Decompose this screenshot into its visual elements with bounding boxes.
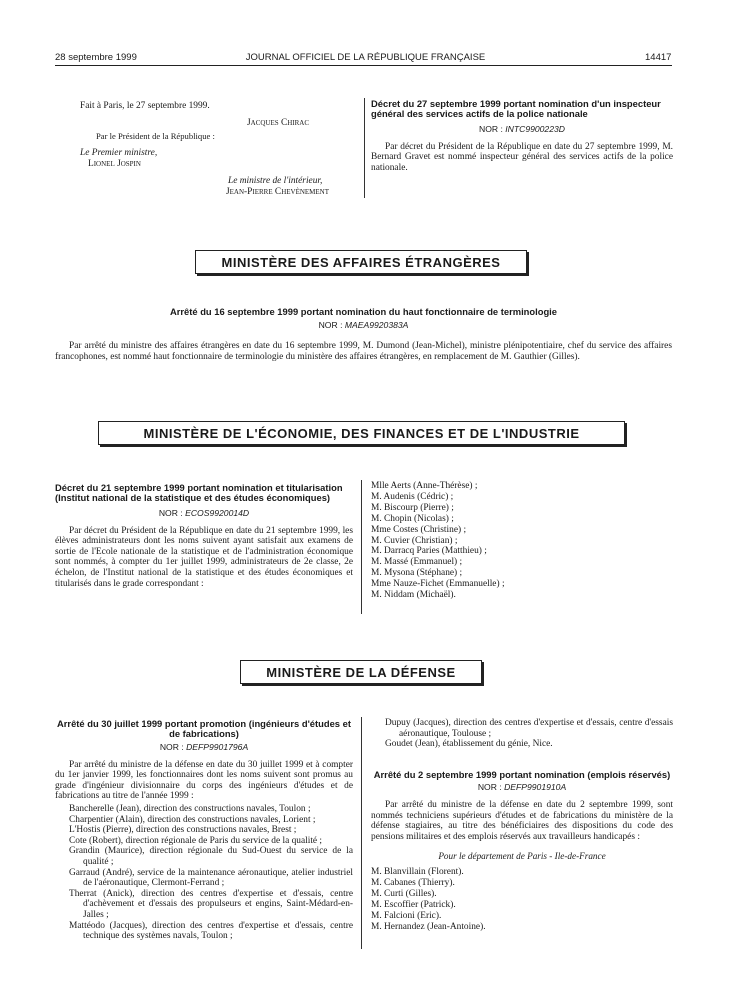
nor-code: INTC9900223D bbox=[505, 123, 565, 134]
nor-code: DEFP9901796A bbox=[186, 741, 249, 752]
signature-premier-name: Lionel Jospin bbox=[88, 159, 141, 169]
list-item: Grandin (Maurice), direction régionale du Sud-Ouest du service de la qualité ; bbox=[69, 846, 353, 867]
affaires-nor bbox=[55, 320, 672, 330]
nor-label: NOR : bbox=[159, 741, 187, 752]
list-item: Dupuy (Jacques), direction des centres d'expertise et d'essais, centre d'essais aéronautique, Toulouse ; bbox=[385, 718, 673, 739]
nor-label: NOR : bbox=[318, 320, 345, 330]
list-item: M. Massé (Emmanuel) ; bbox=[371, 557, 463, 568]
list-item: Garraud (André), service de la maintenance aéronautique, atelier industriel de l'aéronautique, Clermont-Ferrand ; bbox=[69, 867, 353, 889]
nor-code: DEFP9901910A bbox=[504, 782, 567, 793]
header-date: 28 septembre 1999 bbox=[55, 52, 137, 63]
column-divider-defense bbox=[361, 717, 362, 949]
defense-arrete2-nor bbox=[371, 782, 673, 792]
nor-code: MAEA9920383A bbox=[344, 320, 409, 330]
economie-decret bbox=[55, 483, 353, 589]
list-item: M. Niddam (Michaël). bbox=[371, 590, 456, 601]
signature-interieur-role: Le ministre de l'intérieur, bbox=[228, 176, 323, 186]
list-item: M. Blanvillain (Florent). bbox=[371, 867, 464, 878]
signature-president: Jacques Chirac bbox=[247, 118, 310, 128]
defense-arrete1-title: Arrêté du 30 juillet 1999 portant promotion (ingénieurs d'études et de fabrications) bbox=[57, 718, 351, 740]
defense-arrete2-names bbox=[371, 867, 673, 932]
heading-defense: MINISTÈRE DE LA DÉFENSE bbox=[240, 660, 482, 684]
economie-names-list bbox=[371, 481, 671, 601]
defense-right-column bbox=[371, 718, 673, 933]
economie-nor bbox=[55, 508, 353, 518]
header-journal: JOURNAL OFFICIEL DE LA RÉPUBLIQUE FRANÇAISE bbox=[245, 52, 486, 63]
defense-arrete-promotion bbox=[55, 719, 353, 942]
heading-affaires-etrangeres: MINISTÈRE DES AFFAIRES ÉTRANGÈRES bbox=[195, 250, 527, 274]
decret-inspecteur-text: Par décret du Président de la République en date du 27 septembre 1999, M. Bernard Gravet est nommé inspecteur général des services actifs de la police nationale. bbox=[371, 141, 673, 173]
defense-arrete2-text: Par arrêté du ministre de la défense en date du 2 septembre 1999, sont nommés techniciens supérieurs d'études et de fabrications du ministère de la défense stagiaires, au titre des bénéficiaires des dispositions du code des pensions militaires et des emplois réservés aux travailleurs handicapés : bbox=[371, 800, 673, 842]
list-item: M. Curti (Gilles). bbox=[371, 889, 437, 900]
heading-economie: MINISTÈRE DE L'ÉCONOMIE, DES FINANCES ET DE L'INDUSTRIE bbox=[98, 421, 625, 445]
list-item: M. Darracq Paries (Matthieu) ; bbox=[371, 546, 487, 557]
defense-arrete2-title: Arrêté du 2 septembre 1999 portant nomination (emplois réservés) bbox=[373, 768, 671, 780]
nor-label: NOR : bbox=[158, 507, 186, 518]
list-item: L'Hostis (Pierre), direction des constructions navales, Brest ; bbox=[69, 825, 297, 836]
header-rule bbox=[55, 65, 672, 66]
list-item: Charpentier (Alain), direction des constructions navales, Lorient ; bbox=[69, 814, 316, 825]
signature-fait: Fait à Paris, le 27 septembre 1999. bbox=[80, 101, 210, 111]
column-divider-top bbox=[364, 98, 365, 198]
decret-inspecteur-nor bbox=[371, 124, 673, 134]
list-item: Goudet (Jean), établissement du génie, Nice. bbox=[385, 739, 553, 750]
list-item: M. Audenis (Cédric) ; bbox=[371, 491, 454, 502]
economie-decret-title: Décret du 21 septembre 1999 portant nomination et titularisation (Institut national de la statistique et des études économiques) bbox=[55, 482, 343, 504]
list-item: M. Cabanes (Thierry). bbox=[371, 878, 455, 889]
list-item: Cote (Robert), direction régionale de Paris du service de la qualité ; bbox=[69, 835, 323, 846]
nor-label: NOR : bbox=[479, 123, 506, 134]
list-item: M. Chopin (Nicolas) ; bbox=[371, 513, 454, 524]
list-item: M. Escoffier (Patrick). bbox=[371, 900, 456, 911]
defense-arrete1-nor bbox=[55, 742, 353, 752]
list-item: M. Biscourp (Pierre) ; bbox=[371, 502, 454, 513]
list-item: Mlle Aerts (Anne-Thérèse) ; bbox=[371, 481, 478, 491]
defense-arrete1-intro: Par arrêté du ministre de la défense en date du 30 juillet 1999 et à compter du 1er janvier 1999, les fonctionnaires dont les noms suivent sont promus au grade d'ingénieur divisionnaire du corps des ingénieurs d'études et de fabrications au titre de l'année 1999 : bbox=[55, 759, 353, 802]
list-item: Therrat (Anick), direction des centres d'expertise et d'essais, centre d'achèvement et d'essais des propulseurs et engins, Saint-Médard-en-Jalles ; bbox=[69, 888, 353, 920]
signature-par-le: Par le Président de la République : bbox=[96, 131, 215, 141]
decret-inspecteur bbox=[371, 99, 673, 173]
list-item: Mattéodo (Jacques), direction des centres d'expertise et d'essais, centre technique des systèmes navals, Toulon ; bbox=[69, 920, 353, 942]
economie-decret-text: Par décret du Président de la République en date du 21 septembre 1999, les élèves administrateurs dont les noms suivent ayant satisfait aux examens de sortie de l'Ecole nationale de la statistique et de l'administration économique sont nommés, à compter du 1er juillet 1999, administrateurs de 2e classe, 2e échelon, de l'Institut national de la statistique et des études économiques et titularisés dans le grade correspondant : bbox=[55, 525, 353, 589]
list-item: M. Cuvier (Christian) ; bbox=[371, 535, 458, 546]
header-page-number: 14417 bbox=[645, 52, 672, 63]
nor-label: NOR : bbox=[477, 782, 505, 793]
affaires-text: Par arrêté du ministre des affaires étrangères en date du 16 septembre 1999, M. Dumond (Jean-Michel), ministre plénipotentiaire, chef du service des affaires francophones, est nommé haut fonctionnaire de terminologie du ministère des affaires étrangères, en remplacement de M. Gauthier (Gilles). bbox=[55, 341, 672, 362]
defense-arrete1-list-cont bbox=[371, 718, 673, 750]
affaires-arrete-title: Arrêté du 16 septembre 1999 portant nomination du haut fonctionnaire de terminologie bbox=[169, 306, 558, 317]
list-item: M. Mysona (Stéphane) ; bbox=[371, 568, 463, 579]
defense-arrete2-dept: Pour le département de Paris - Ile-de-France bbox=[438, 851, 606, 862]
list-item: Mme Nauze-Fichet (Emmanuelle) ; bbox=[371, 579, 505, 590]
signature-interieur-name: Jean-Pierre Chevènement bbox=[226, 187, 330, 197]
decret-inspecteur-title: Décret du 27 septembre 1999 portant nomination d'un inspecteur général des services actifs de la police nationale bbox=[371, 98, 661, 120]
signature-premier-role: Le Premier ministre, bbox=[80, 148, 158, 158]
defense-arrete1-list bbox=[55, 804, 353, 942]
column-divider-economie bbox=[361, 480, 362, 614]
list-item: Mme Costes (Christine) ; bbox=[371, 524, 467, 535]
list-item: Bancherelle (Jean), direction des constructions navales, Toulon ; bbox=[69, 803, 311, 814]
nor-code: ECOS9920014D bbox=[185, 507, 250, 518]
list-item: M. Hernandez (Jean-Antoine). bbox=[371, 921, 486, 932]
list-item: M. Falcioni (Eric). bbox=[371, 911, 442, 922]
